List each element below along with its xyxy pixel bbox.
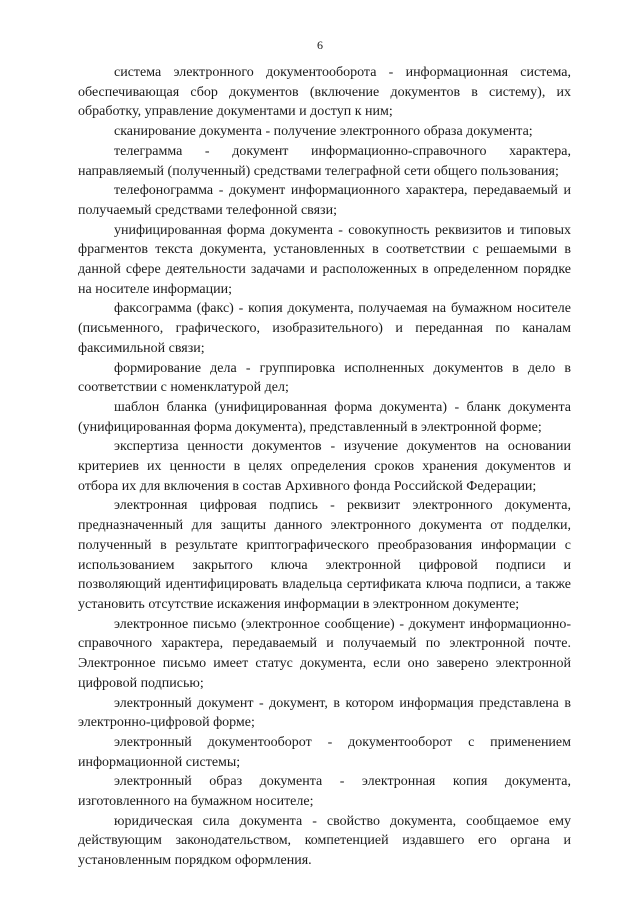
definition-paragraph: шаблон бланка (унифицированная форма документа) - бланк документа (унифицированная форма документа), представленный в электронной форме; (78, 399, 571, 435)
definition-paragraph: телефонограмма - документ информационного характера, передаваемый и получаемый средствами телефонной связи; (78, 183, 571, 218)
definition-paragraph: электронная цифровая подпись - реквизит электронного документа, предназначенный для защиты данного электронного документа от подделки, полученный в результате криптографического преобразования информации с использованием закрытого ключа электронной цифровой подписи и позволяющий идентифицировать владельца сертификата ключа подписи, а также установить отсутствие искажения информации в электронном документе; (78, 498, 571, 612)
definition-paragraph: электронное письмо (электронное сообщение) - документ информационно-справочного характера, передаваемый и получаемый по электронной почте. Электронное письмо имеет статус документа, если оно заверено электронной цифровой подписью; (78, 616, 571, 691)
definition-paragraph: электронный документ - документ, в котором информация представлена в электронно-цифровой форме; (78, 695, 571, 731)
definition-paragraph: унифицированная форма документа - совокупность реквизитов и типовых фрагментов текста документа, установленных в соответствии с решаемыми в данной сфере деятельности задачами и расположенных в определенном порядке на носителе информации; (78, 222, 571, 297)
definition-paragraph: экспертиза ценности документов - изучение документов на основании критериев их ценности в целях определения сроков хранения документов и отбора их для включения в состав Архивного фонда Российской Федерации; (78, 439, 571, 494)
definition-paragraph: телеграмма - документ информационно-справочного характера, направляемый (полученный) средствами телеграфной сети общего пользования; (78, 143, 571, 179)
definition-paragraph: юридическая сила документа - свойство документа, сообщаемое ему действующим законодательством, компетенцией издавшего его органа и установленным порядком оформления. (78, 813, 571, 869)
definition-paragraph: сканирование документа - получение электронного образа документа; (114, 124, 533, 140)
document-body (78, 63, 571, 871)
definition-paragraph: формирование дела - группировка исполненных документов в дело в соответствии с номенклатурой дел; (78, 360, 571, 396)
definition-paragraph: электронный образ документа - электронная копия документа, изготовленного на бумажном носителе; (78, 774, 571, 810)
page-number: 6 (317, 38, 323, 52)
definition-paragraph: факсограмма (факс) - копия документа, получаемая на бумажном носителе (письменного, графического, изобразительного) и переданная по каналам факсимильной связи; (78, 301, 571, 356)
definition-paragraph: система электронного документооборота - информационная система, обеспечивающая сбор документов (включение документов в систему), их обработку, управление документами и доступ к ним; (78, 65, 571, 120)
definition-paragraph: электронный документооборот - документооборот с применением информационной системы; (78, 734, 571, 770)
